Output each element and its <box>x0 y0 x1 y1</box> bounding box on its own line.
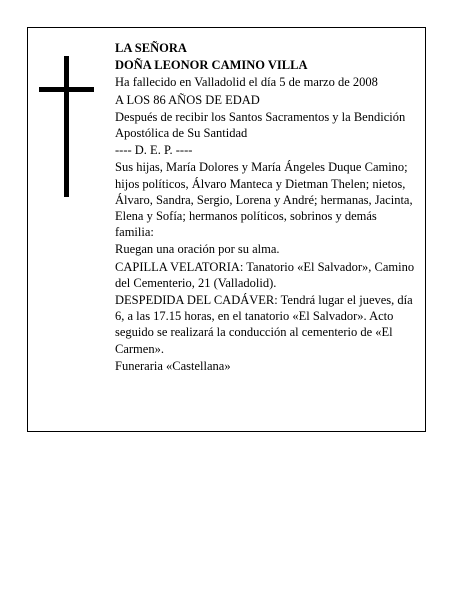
cross-icon-bar <box>39 87 94 92</box>
funeral-info: DESPEDIDA DEL CADÁVER: Tendrá lugar el jueves, día 6, a las 17.15 horas, en el tanatorio «El Salvador». Acto seguido se realizará la conducción al cementerio de «El Carmen». <box>115 293 413 356</box>
family-list: Sus hijas, María Dolores y María Ángeles Duque Camino; hijos políticos, Álvaro Manteca y Dietman Thelen; nietos, Álvaro, Sandra, Sergio, Lorena y André; hermanas, Jacinta, Elena y Sofía; hermanos políticos, sobrinos y demás familia: <box>115 160 413 240</box>
age-statement: A LOS 86 AÑOS DE EDAD <box>115 92 260 107</box>
obituary-text <box>115 40 415 375</box>
sacraments-statement: Después de recibir los Santos Sacramentos y la Bendición Apostólica de Su Santidad <box>115 109 406 141</box>
title-line-1: LA SEÑORA <box>115 41 187 55</box>
death-statement: Ha fallecido en Valladolid el día 5 de marzo de 2008 <box>115 75 378 90</box>
prayer-request: Ruegan una oración por su alma. <box>115 242 280 257</box>
funeral-home: Funeraria «Castellana» <box>115 358 231 373</box>
deceased-name: DOÑA LEONOR CAMINO VILLA <box>115 58 308 73</box>
cross-icon <box>64 56 69 197</box>
rip-line: ---- D. E. P. ---- <box>115 143 193 158</box>
chapel-info: CAPILLA VELATORIA: Tanatorio «El Salvador», Camino del Cementerio, 21 (Valladolid). <box>115 259 415 290</box>
